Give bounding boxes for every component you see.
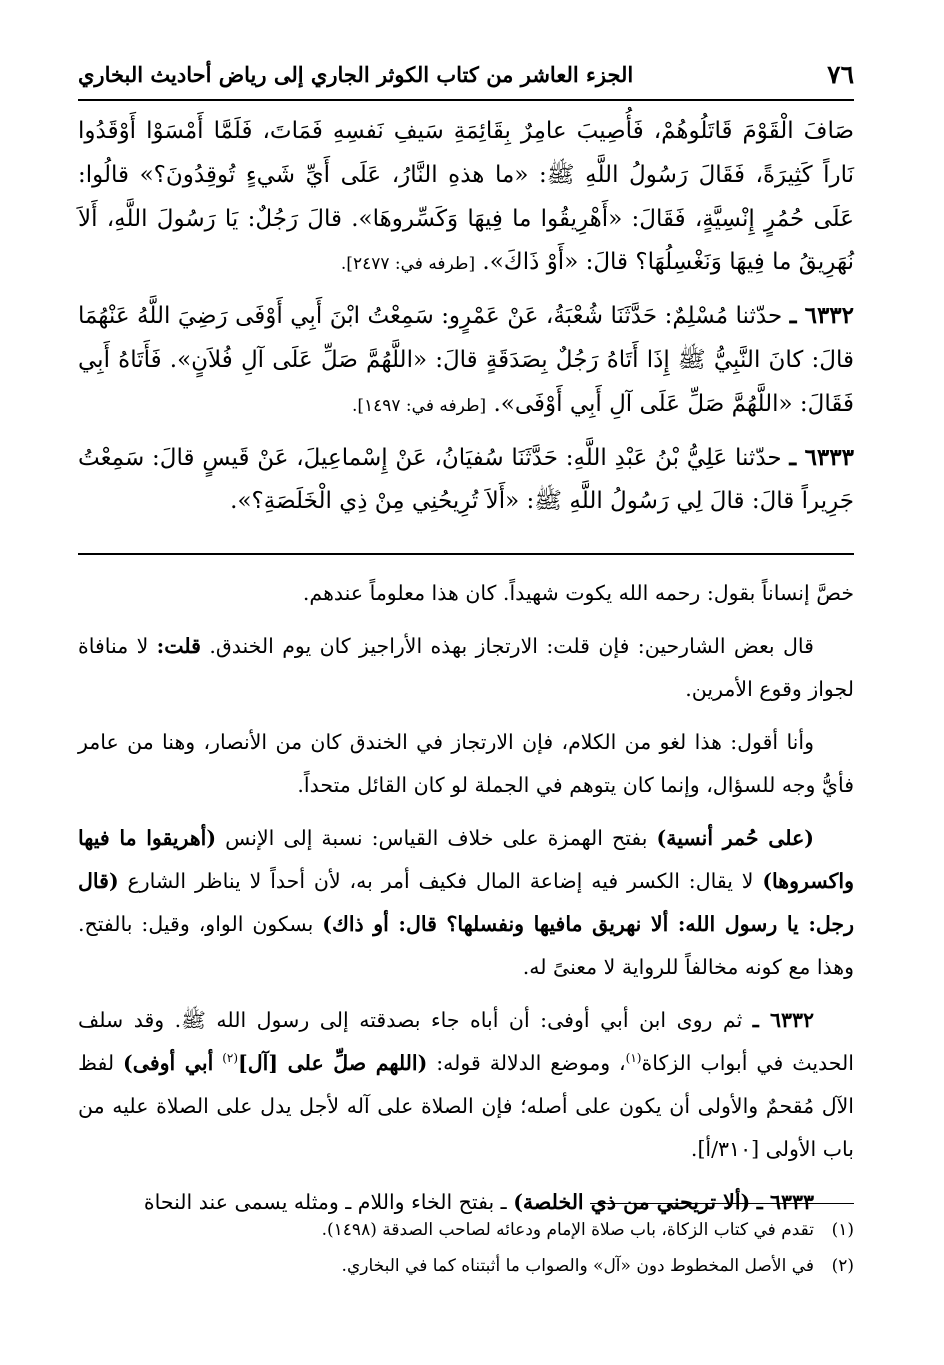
commentary-text: بسكون الواو، وقيل: بالفتح. وهذا مع كونه مخالفاً للرواية لا معنىً له.: [78, 912, 854, 979]
commentary-text: قال بعض الشارحين: فإن قلت: الارتجاز بهذه الأراجيز كان يوم الخندق.: [209, 634, 814, 658]
commentary-text: خصَّ إنساناً بقول: رحمه الله يكوت شهيداً. كان هذا معلوماً عندهم.: [302, 581, 854, 605]
commentary-text: لا يقال: الكسر فيه إضاعة المال فكيف أمر به، لأن أحداً لا يناظر الشارع: [127, 869, 754, 893]
commentary-paragraph-5: [78, 999, 854, 1171]
footnote-divider: [590, 1203, 854, 1204]
footnote-1-marker: (١): [831, 1220, 854, 1240]
section-divider: [78, 553, 854, 555]
commentary-text: لفظ الآل مُقحمٌ والأولى أن يكون على أصله؛ فإن الصلاة على آله لأجل يدل على الصلاة عليه من باب الأولى [٣١٠/أ].: [78, 1051, 854, 1161]
commentary-bold: أبي أوفى): [123, 1051, 214, 1075]
hadith-continuation-reference: [طرفه في: ٢٤٧٧].: [340, 254, 476, 275]
commentary-hadith-number: ٦٣٣٢ ـ: [752, 1008, 814, 1032]
commentary-bold: (أهريقوا ما فيها واكسروها): [78, 826, 854, 893]
hadith-6332: [78, 294, 854, 428]
commentary-text: وأنا أقول: هذا لغو من الكلام، فإن الارتجاز في الخندق كان من الأنصار، وهنا من عامر فأيُّ وجه للسؤال، وإنما كان يتوهم في الجملة لو كان القائل متحداً.: [78, 730, 854, 797]
commentary-bold: (ألا تريحني من ذي الخلصة): [513, 1190, 751, 1214]
footnote-1-text: تقدم في كتاب الزكاة، باب صلاة الإمام ودعائه لصاحب الصدقة (١٤٩٨).: [321, 1220, 814, 1240]
page-number: ٧٦: [827, 60, 854, 89]
footnote-2: [78, 1248, 854, 1284]
footnote-2-marker: (٢): [831, 1256, 854, 1276]
commentary-bold: (اللهم صلِّ على [آل]: [238, 1051, 428, 1075]
hadith-continuation-text: صَافَ الْقَوْمَ قَاتَلُوهُمْ، فَأُصِيبَ عامِرٌ بِقَائِمَةِ سَيفِ نَفسِهِ فَمَاتَ، فَلَمَّا أَمْسَوْا أَوْقَدُوا نَاراً كَثِيرَةً، فَقَالَ رَسُولُ اللَّهِ ﷺ: «ما هذهِ النَّارُ، عَلَى أَيِّ شَيءٍ تُوقِدُونَ؟» قالُوا: عَلَى حُمُرٍ إِنْسِيَّةٍ، فَقَالَ: «أَهْرِيقُوا ما فِيهَا وَكَسِّروهَا». قالَ رَجُلٌ: يَا رَسُولَ اللَّهِ، أَلاَ نُهَرِيقُ ما فِيهَا وَنَغْسِلُهَا؟ قالَ: «أَوْ ذَاكَ».: [78, 118, 855, 276]
hadith-6333: [78, 436, 854, 525]
header-divider: [78, 99, 854, 101]
hadith-section: [78, 110, 854, 531]
commentary-paragraph-1: [78, 572, 854, 615]
commentary-paragraph-3: [78, 721, 854, 807]
hadith-6332-reference: [طرفه في: ١٤٩٧].: [351, 395, 487, 416]
commentary-text: ثم روى ابن أبي أوفى: أن أباه جاء بصدقته إلى رسول الله ﷺ. وقد سلف الحديث في أبواب الزكاة: [78, 1008, 854, 1075]
footnote-1: [78, 1212, 854, 1248]
hadith-6332-number: ٦٣٣٢ ـ: [789, 302, 855, 330]
commentary-bold: (على حُمر أنسية): [656, 826, 814, 850]
footnote-marker[interactable]: (١): [625, 1051, 642, 1066]
running-title: الجزء العاشر من كتاب الكوثر الجاري إلى رياض أحاديث البخاري: [78, 62, 634, 87]
footnote-2-text: في الأصل المخطوط دون «آل» والصواب ما أثبتناه كما في البخاري.: [341, 1256, 814, 1276]
footnote-marker[interactable]: (٢): [222, 1051, 239, 1066]
hadith-continuation: [78, 110, 854, 287]
hadith-6333-text: حدّثنا عَلِيُّ بْنُ عَبْدِ اللَّهِ: حَدَّثَنَا سُفيَانُ، عَنْ إِسْماعِيلَ، عَنْ قَيسٍ قالَ: سَمِعْتُ جَرِيراً قالَ: قالَ لِي رَسُولُ اللَّهِ ﷺ: «أَلاَ تُرِيحُنِي مِنْ ذِي الْخَلَصَةِ؟».: [78, 444, 854, 515]
footnotes: [78, 1212, 854, 1284]
hadith-6333-number: ٦٣٣٣ ـ: [789, 443, 854, 471]
commentary-paragraph-4: [78, 817, 854, 989]
commentary-text: ، وموضع الدلالة قوله:: [436, 1051, 626, 1075]
commentary-bold: قلت:: [156, 634, 201, 658]
commentary-bold: (قال رجل: يا رسول الله: ألا نهريق مافيها ونفسلها؟ قال: أو ذاك): [78, 869, 854, 936]
commentary-text: ـ بفتح الخاء واللام ـ ومثله يسمى عند النحاة: [143, 1190, 507, 1214]
commentary-text: بفتح الهمزة على خلاف القياس: نسبة إلى الإنس: [225, 826, 648, 850]
commentary-hadith-number: ٦٣٣٣ ـ: [756, 1190, 814, 1214]
commentary-text: لا منافاة لجواز وقوع الأمرين.: [78, 634, 854, 701]
commentary-section: [78, 572, 854, 1234]
commentary-paragraph-2: [78, 625, 854, 711]
hadith-6332-text: حدّثنا مُسْلِمٌ: حَدَّثَنَا شُعْبَةُ، عَنْ عَمْرٍو: سَمِعْتُ ابْنَ أَبِي أَوْفَى رَضِيَ اللَّهُ عَنْهُمَا قالَ: كانَ النَّبِيُّ ﷺ إِذَا أَتَاهُ رَجُلٌ بِصَدَقَةٍ قالَ: «اللَّهُمَّ صَلِّ عَلَى آلِ فُلاَنٍ». فَأَتَاهُ أَبِي فَقَالَ: «اللَّهُمَّ صَلِّ عَلَى آلِ أَبِي أَوْفَى».: [78, 303, 854, 417]
page-header: [78, 54, 854, 96]
